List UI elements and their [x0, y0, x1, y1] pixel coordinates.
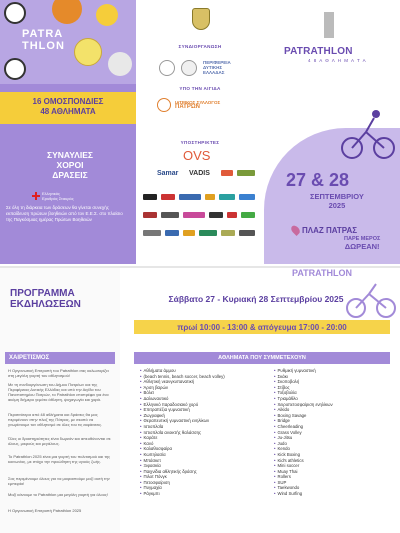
activity-concerts: ΣΥΝΑΥΛΙΕΣ [47, 150, 93, 160]
sport-list-item: • Θεραπευτική γυμναστική ενηλίκων [140, 418, 225, 424]
sponsor-logo [237, 170, 255, 176]
left-panel [0, 0, 136, 264]
welcome-signature: Η Οργανωτική Επιτροπή Patrathlon 2025 [8, 508, 82, 513]
logo-line-2: THLON [22, 40, 65, 52]
sponsor-logo [205, 194, 215, 200]
welcome-paragraph: Με τη συνδιοργάνωση του Δήμου Πατρέων και της Περιφέρειας Δυτικής Ελλάδας και υπό την Αιγίδα του Πανεπιστημίου Πατρών, το Patrathlon επιστρέφει για ένα ακόμη διήμερο γεμάτο άθληση, ψυχαγωγία και χαρά. [8, 382, 109, 402]
program-times: πρωί 10:00 - 13:00 & απόγευμα 17:00 - 20:00 [177, 323, 347, 332]
program-panel [124, 268, 400, 533]
sport-list-item: • Σκάκι [274, 374, 333, 380]
welcome-paragraph: Περισσότερα από 48 αθλήματα και δράσεις θα μας περιμένουν στην πλαζ της Πάτρας, με σκοπό να γνωρίσουμε τον αθλητισμό σε όλες του τις εκφάνσεις. [8, 412, 103, 427]
activities-list [10, 150, 130, 180]
sponsor-logo [179, 194, 201, 200]
brochure-inside [0, 266, 400, 533]
logo-line-1: PATRA [22, 28, 64, 40]
sport-list-item: • Δαλωναυτικό [140, 396, 225, 402]
highlights-band [0, 92, 136, 124]
sponsor-logo [161, 212, 179, 218]
patrathlon-logo: PATRATHLON [284, 46, 353, 57]
welcome-panel [0, 268, 120, 533]
welcome-paragraph: Όλες οι δραστηριότητες είναι δωρεάν και απευθύνονται σε όλους, μικρούς και μεγάλους. [8, 436, 111, 446]
sport-list-item: • Kendo [274, 446, 333, 452]
sponsor-logo [183, 230, 195, 236]
sport-list-item: • Αθλήματα άμμου [140, 368, 225, 374]
sport-list-item: • Άρση βαρών [140, 385, 225, 391]
sponsor-logo [161, 194, 175, 200]
program-hours [134, 320, 390, 334]
sport-list-item: • Αθλητική νεανγκυπανατική [140, 379, 225, 385]
co-organization-label: ΣΥΝΔΙΟΡΓΑΝΩΣΗ [178, 44, 222, 49]
welcome-header: ΧΑΙΡΕΤΙΣΜΟΣ [5, 352, 115, 364]
sponsor-logo [239, 194, 255, 200]
sport-list-item: • Judo [274, 441, 333, 447]
brochure-front [0, 0, 400, 264]
sport-list-item: • Wind Surfing [274, 491, 333, 497]
sponsor-logo [219, 194, 235, 200]
cover-panel [264, 0, 400, 264]
sport-list-item: • Ρυθμική γυμναστική [274, 368, 333, 374]
sport-list-item: • Καράτε [140, 435, 225, 441]
sport-list-item: • Mini soccer [274, 463, 333, 469]
program-dateline: Σάββατο 27 - Κυριακή 28 Σεπτεμβρίου 2025 [168, 294, 344, 304]
sport-list-item: • Πιλοτ Πόνγκ [140, 474, 225, 480]
sport-list-item: • Bridge [274, 418, 333, 424]
vadis-logo: VADIS [189, 170, 210, 177]
sport-list-item: • Χειροπετοσφαίριση ενηλίκων [274, 402, 333, 408]
sport-list-item: • Ελληνικό παραδοσιακό χορό [140, 402, 225, 408]
sport-list-item: • Κανό [140, 441, 225, 447]
sport-list-item: • Grass Volley [274, 430, 333, 436]
welcome-paragraph: Η Οργανωτική Επιτροπή του Patrathlon σας καλωσορίζει στη μεγάλη γιορτή του αθλητισμού! [8, 368, 109, 378]
program-title: ΠΡΟΓΡΑΜΜΑ ΕΚΔΗΛΩΣΕΩΝ [10, 288, 81, 310]
samar-logo: Samar [157, 170, 179, 177]
sponsor-logo [143, 230, 161, 236]
sports-list-column-1 [140, 368, 225, 497]
sport-list-item: • Ιστιοπλοΐα [140, 424, 225, 430]
sponsor-logo [239, 230, 255, 236]
sponsor-logo [241, 212, 255, 218]
tennis-ball-icon [96, 4, 118, 26]
sport-list-item: • Taekwondo [274, 485, 333, 491]
activity-actions: ΔΡΑΣΕΙΣ [52, 170, 88, 180]
welcome-paragraph: Το Patrathlon 2025 είναι μια γιορτή του πολιτισμού και της κοινωνίας, με στόχο την προώθηση της υγιούς ζωής. [8, 454, 111, 464]
sponsor-logo [183, 212, 205, 218]
ovs-logo: OVS [183, 148, 211, 163]
sport-list-item: • Rollers [274, 474, 333, 480]
region-logo: ΠΕΡΙΦΕΡΕΙΑ ΔΥΤΙΚΗΣ ΕΛΛΑΔΑΣ [203, 60, 231, 75]
lighthouse-icon [324, 12, 334, 38]
sponsor-logo [143, 212, 157, 218]
sponsor-logo [221, 170, 233, 176]
sport-list-item: • Ju-Jitsu [274, 435, 333, 441]
sport-list-item: • Cheerleading [274, 424, 333, 430]
sport-list-item: • Ζωγραφική [140, 413, 225, 419]
patrathlon-logo: PATRATHLON [292, 268, 352, 278]
golf-ball-icon [108, 52, 132, 76]
sport-list-item: • (beach tennis, beach soccer, beach volley) [140, 374, 225, 380]
sport-list-item: • Βόλεϊ [140, 390, 225, 396]
sport-list-item: • Επιτραπέζια γυμναστική [140, 407, 225, 413]
sport-list-item: • Τοξοβολία [274, 390, 333, 396]
sport-list-item: • Καλαθοσφαίρα [140, 446, 225, 452]
sports-list-column-2 [274, 368, 333, 497]
sport-list-item: • Κωπηλασία [140, 452, 225, 458]
sports-header: ΑΘΛΗΜΑΤΑ ΠΟΥ ΣΥΜΜΕΤΕΧΟΥΝ [134, 352, 390, 364]
supporters-label: ΥΠΟΣΤΗΡΙΚΤΕΣ [180, 140, 220, 145]
red-cross-icon [32, 192, 40, 200]
region-emblem-icon [181, 60, 197, 76]
sponsor-logo [221, 230, 235, 236]
sponsor-logo [209, 212, 223, 218]
sport-list-item: • Kick Boxing [274, 452, 333, 458]
red-cross-label: Ελληνικός Ερυθρός Σταυρός [42, 191, 74, 201]
sport-list-item: • Σκοποβολή [274, 379, 333, 385]
sport-list-item: • Παιχνίδια αθλητικής δράσης [140, 469, 225, 475]
sport-list-item: • Muay Thai [274, 469, 333, 475]
medical-association-icon [157, 98, 171, 112]
soccer-ball-icon [4, 58, 26, 80]
sport-list-item: • Στίβος [274, 385, 333, 391]
edition-label: 4 8 Α Θ Λ Η Μ Α Τ Α [308, 58, 367, 63]
sport-list-item: • SUP [274, 480, 333, 486]
aegis-label: ΥΠΟ ΤΗΝ ΑΙΓΙΔΑ [179, 86, 221, 91]
basketball-icon [52, 0, 82, 24]
sport-list-item: • Boxing Savage [274, 413, 333, 419]
first-aid-note: Σε όλη τη διάρκεια των δράσεων θα γίνεται συνεχής εκπαίδευση πρώτων βοηθειών από τον Ε.Ε.Σ. στο πλαίσιο της Παγκόσμιας ημέρας Πρώτων Βοηθειών [6, 205, 123, 222]
event-location: ΠΛΑΖ ΠΑΤΡΑΣ [302, 226, 358, 235]
federations-count: 16 ΟΜΟΣΠΟΝΔΙΕΣ [32, 97, 104, 106]
patrathlon-logo [22, 28, 65, 52]
sponsors-panel [137, 0, 263, 264]
welcome-paragraph: Σας περιμένουμε όλους για να μοιραστούμε μαζί αυτή την εμπειρία! [8, 476, 110, 486]
cyclist-icon [340, 108, 396, 160]
sport-list-item: • Τριαμάθλο [274, 396, 333, 402]
sport-list-item: • Kid's athletics [274, 458, 333, 464]
sponsor-logo [199, 230, 217, 236]
region-seal-icon [159, 60, 175, 76]
event-date: 27 & 28 [286, 170, 350, 190]
soccer-ball-icon [4, 2, 26, 24]
sponsor-logo [143, 194, 157, 200]
sports-count: 48 ΑΘΛΗΜΑΤΑ [40, 107, 96, 116]
activity-dances: ΧΟΡΟΙ [56, 160, 84, 170]
event-month: ΣΕΠΤΕΜΒΡΙΟΥ 2025 [310, 192, 364, 210]
sport-list-item: • Ιστιοπλοΐα ανοικτής θαλάσσης [140, 430, 225, 436]
sport-list-item: • Aikido [274, 407, 333, 413]
volleyball-icon [74, 38, 102, 66]
sponsor-logo [165, 230, 179, 236]
sports-balls-banner [0, 0, 136, 84]
sponsor-logo [227, 212, 237, 218]
sport-list-item: • Μπάσκετ [140, 458, 225, 464]
municipality-crest-icon [192, 8, 210, 30]
sport-list-item: • Πετοσφαίριση [140, 480, 225, 486]
welcome-paragraph: Μαζί κάνουμε το Patrathlon μια μεγάλη γιορτή για όλους! [8, 492, 108, 497]
free-participation: ΠΑΡΕ ΜΕΡΟΣ ΔΩΡΕΑΝ! [344, 236, 381, 251]
sport-list-item: • Πυγμαχία [140, 485, 225, 491]
sport-list-item: • Ράγκμπι [140, 491, 225, 497]
sport-list-item: • Ξιφασκία [140, 463, 225, 469]
medical-association-logo: ΙΑΤΡΙΚΟΣ ΣΥΛΛΟΓΟΣ ΠΑΤΡΩΝ [175, 100, 221, 110]
